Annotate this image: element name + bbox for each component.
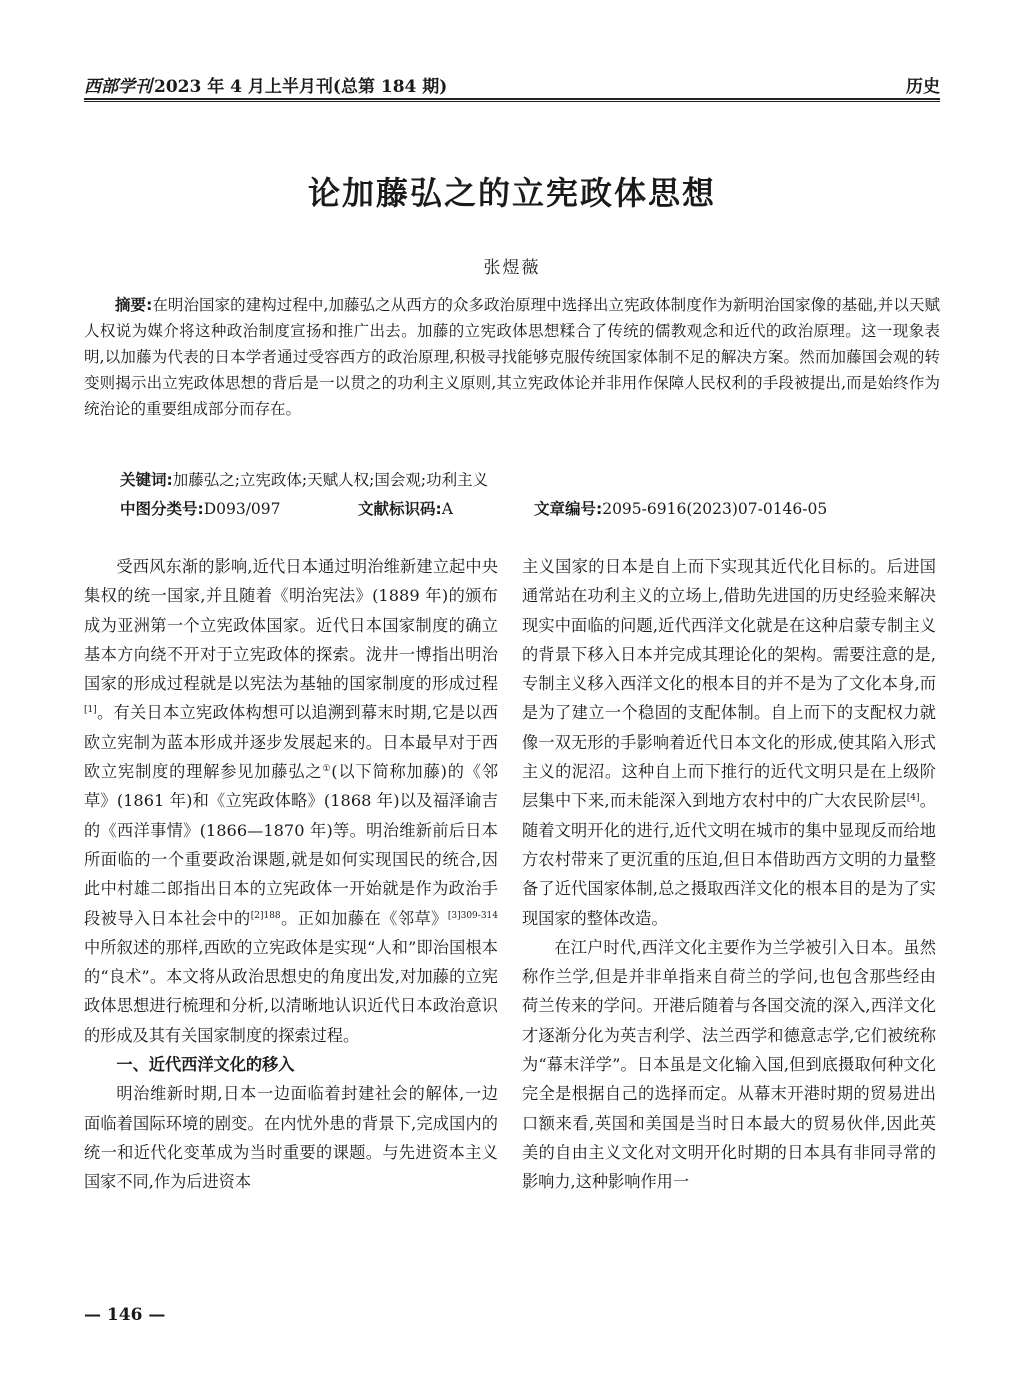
paragraph: 在江户时代,西洋文化主要作为兰学被引入日本。虽然称作兰学,但是并非单指来自荷兰的学问,也包含那些经由荷兰传来的学问。开港后随着与各国交流的深入,西洋文化才逐渐分化为英吉利学、法兰西学和德意志学,它们被统称为“幕末洋学”。日本虽是文化输入国,但到底摄取何种文化完全是根据自己的选择而定。从幕末开港时期的贸易进出口额来看,英国和美国是当时日本最大的贸易伙伴,因此英美的自由主义文化对文明开化时期的日本具有非同寻常的影响力,这种影响作用一 bbox=[522, 937, 936, 1192]
text-run: 中所叙述的那样,西欧的立宪政体是实现“人和”即治国根本的“良术”。本文将从政治思想史的角度出发,对加藤的立宪政体思想进行梳理和分析,以清晰地认识近代日本政治意识的形成及其有关国家制度的探索过程。 bbox=[84, 937, 498, 1045]
running-header bbox=[84, 72, 940, 98]
doc-value: A bbox=[441, 500, 453, 518]
article-title: 论加藤弘之的立宪政体思想 bbox=[307, 174, 716, 212]
citation: [3]309-314 bbox=[447, 910, 499, 921]
section-heading: 一、近代西洋文化的移入 bbox=[116, 1055, 295, 1075]
journal-issue bbox=[84, 72, 447, 97]
abstract-text: 在明治国家的建构过程中,加藤弘之从西方的众多政治原理中选择出立宪政体制度作为新明治国家像的基础,并以天赋人权说为媒介将这种政治制度宣扬和推广出去。加藤的立宪政体思想糅合了传统的儒教观念和近代的政治原理。这一现象表明,以加藤为代表的日本学者通过受容西方的政治原理,积极寻找能够克服传统国家体制不足的解决方案。然而加藤国会观的转变则揭示出立宪政体思想的背后是一以贯之的功利主义原则,其立宪政体论并非用作保障人民权利的手段被提出,而是始终作为统治论的重要组成部分而存在。 bbox=[84, 296, 940, 418]
body-column-left bbox=[84, 552, 498, 1197]
text-run: (以下简称加藤)的《邻草》(1861 年)和《立宪政体略》(1868 年)以及福泽谕吉的《西洋事情》(1866—1870 年)等。明治维新前后日本所面临的一个重要政治课题,就是如何实现国民的统合,因此中村雄二郎指出日本的立宪政体一开始就是作为政治手段被导入日本社会中的 bbox=[84, 762, 499, 928]
citation: [1] bbox=[84, 705, 97, 716]
article-author: 张煜薇 bbox=[483, 258, 541, 278]
paragraph bbox=[84, 552, 498, 1050]
text-run: 。随着文明开化的进行,近代文明在城市的集中显现反而给地方农村带来了更沉重的压迫,但日本借助西方文明的力量整备了近代国家体制,总之摄取西洋文化的根本目的是为了实现国家的整体改造。 bbox=[522, 791, 936, 928]
body-column-right bbox=[522, 552, 936, 1197]
doc-label: 文献标识码: bbox=[358, 500, 442, 518]
keywords-text: 加藤弘之;立宪政体;天赋人权;国会观;功利主义 bbox=[172, 471, 489, 489]
document-code bbox=[358, 496, 453, 522]
article-number-label: 文章编号: bbox=[534, 500, 603, 518]
issue-info: 2023 年 4 月上半月刊(总第 184 期) bbox=[154, 77, 448, 97]
citation: [4] bbox=[906, 793, 920, 804]
footnote-marker: ① bbox=[322, 764, 332, 775]
keywords bbox=[120, 467, 940, 493]
text-run: 。有关日本立宪政体构想可以追溯到幕末时期,它是以西欧立宪制为蓝本形成并逐步发展起来的。日本最早对于西欧立宪制度的理解参见加藤弘之 bbox=[84, 703, 498, 782]
text-run: 受西风东渐的影响,近代日本通过明治维新建立起中央集权的统一国家,并且随着《明治宪法》(1889 年)的颁布成为亚洲第一个立宪政体国家。近代日本国家制度的确立基本方向绕不开对于立宪政体的探索。泷井一博指出明治国家的形成过程就是以宪法为基轴的国家制度的形成过程 bbox=[84, 557, 498, 694]
article-number-value: 2095-6916(2023)07-0146-05 bbox=[602, 500, 828, 518]
clc-number bbox=[120, 496, 281, 522]
abstract-label: 摘要: bbox=[115, 296, 153, 314]
citation: [2]188 bbox=[250, 910, 281, 921]
abstract bbox=[84, 292, 940, 422]
clc-value: D093/097 bbox=[203, 500, 281, 518]
keywords-label: 关键词: bbox=[120, 471, 173, 489]
section-label: 历史 bbox=[906, 77, 940, 97]
paragraph-continued bbox=[522, 552, 936, 933]
header-rule-thin bbox=[84, 101, 940, 102]
text-run: 。正如加藤在《邻草》 bbox=[280, 908, 448, 928]
text-run: 主义国家的日本是自上而下实现其近代化目标的。后进国通常站在功利主义的立场上,借助先进国的历史经验来解决现实中面临的问题,近代西洋文化就是在这种启蒙专制主义的背景下移入日本并完成其理论化的架构。需要注意的是,专制主义移入西洋文化的根本目的并不是为了文化本身,而是为了建立一个稳固的支配体制。自上而下的支配权力就像一双无形的手影响着近代日本文化的形成,使其陷入形式主义的泥沼。这种自上而下推行的近代文明只是在上级阶层集中下来,而未能深入到地方农村中的广大农民阶层 bbox=[522, 557, 936, 811]
journal-logo: 西部学刊 bbox=[84, 77, 152, 97]
paragraph: 明治维新时期,日本一边面临着封建社会的解体,一边面临着国际环境的剧变。在内忧外患的背景下,完成国内的统一和近代化变革成为当时重要的课题。与先进资本主义国家不同,作为后进资本 bbox=[84, 1084, 498, 1192]
header-rule bbox=[84, 98, 940, 100]
clc-label: 中图分类号: bbox=[120, 500, 204, 518]
page-number: — 146 — bbox=[84, 1305, 166, 1325]
article-number bbox=[534, 496, 827, 522]
